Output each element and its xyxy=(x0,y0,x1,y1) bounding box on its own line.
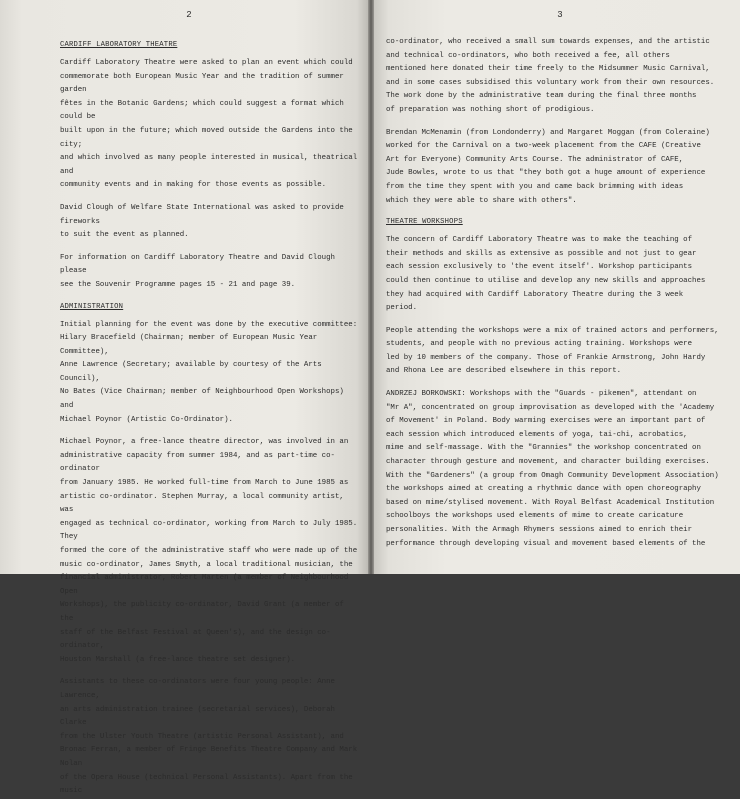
paragraph: co-ordinator, who received a small sum towards expenses, and the artistic and technical co-ordinators, who both received a fee, all others mentioned here donated their time freely to the Midsummer Music Carnival, and in some cases subsidised this voluntary work from their own resources. The work done by the administrative team during the final three months of preparation was nothing short of prodigious. xyxy=(386,38,715,114)
page-number: 3 xyxy=(557,10,563,20)
paragraph: The concern of Cardiff Laboratory Theatre was to make the teaching of their methods and skills as extensive as possible and not just to gear each session exclusively to 'the event itself'. Workshop participants could then continue to utilise and develop any new skills and approaches they had acquired with Cardiff Laboratory Theatre during the 3 week period. xyxy=(386,236,706,313)
paragraph: Cardiff Laboratory Theatre were asked to plan an event which could commemorate both European Music Year and the tradition of summer garden fêtes in the Botanic Gardens; which could suggest a format which could be built upon in the future; which moved outside the Gardens into the city; and which involved as many people interested in musical, theatrical and community events and in making for those events as possible. xyxy=(60,59,358,190)
right-page xyxy=(374,0,740,574)
paragraph: David Clough of Welfare State International was asked to provide fireworks to suit the event as planned. xyxy=(60,203,344,240)
section-heading: CARDIFF LABORATORY THEATRE xyxy=(60,41,178,49)
paragraph: Brendan McMenamin (from Londonderry) and Margaret Moggan (from Coleraine) worked for the Carnival on a two-week placement from the CAFE (Creative Art for Everyone) Community Arts Course. The administrator of CAFE, Jude Bowles, wrote to us that "they both got a huge amount of experience from the time they spent with you and came back brimming with ideas which they were able to share with others". xyxy=(386,128,710,205)
section-heading: ADMINISTRATION xyxy=(60,302,124,311)
paragraph: Initial planning for the event was done by the executive committee: Hilary Bracefield (Chairman; member of European Music Year Committee), Anne Lawrence (Secretary; available by courtesy of the Arts Council), No Bates (Vice Chairman; member of Neighbourhood Open Workshops) and Michael Poynor (Artistic Co-Ordinator). xyxy=(60,320,358,424)
left-page xyxy=(0,0,368,796)
paragraph: Michael Poynor, a free-lance theatre director, was involved in an administrative capacity from summer 1984, and as part-time co-ordinator from January 1985. He worked full-time from March to June 1985 as artistic co-ordinator. Stephen Murray, a local community artist, was engaged as technical co-ordinator, working from March to July 1985. They formed the core of the administrative staff who were made up of the music co-ordinator, James Smyth, a local traditional musician, the financial administrator, Robert Marten (a member of Neighbourhood Open Workshops), the publicity co-ordinator, David Grant (a member of the staff of the Belfast Festival at Queen's), and the design co-ordinator, Houston Marshall (a free-lance theatre set designer). xyxy=(60,438,358,664)
page-number: 2 xyxy=(186,10,192,20)
paragraph: ANDRZEJ BORKOWSKI: Workshops with the "Guards - pikemen", attendant on "Mr A", concentrated on group improvisation as developed with the 'Academy of Movement' in Poland. Body warming exercises were an important part of each session which introduced elements of yoga, tai-chi, acrobatics, mime and self-massage. With the "Grannies" the workshop concentrated on character through gesture and movement, and character building exercises. With the "Gardeners" (a group from Omagh Community Development Association) the workshops aimed at creating a rhythmic dance with open choreography based on mime/stylised movement. With Royal Belfast Academical Institution schoolboys the workshops used elements of mime to create caricature personalities. With the Armagh Rhymers sessions aimed to enrich their performance through developing visual and movement based elements of the xyxy=(386,390,719,548)
paragraph: Assistants to these co-ordinators were four young people: Anne Lawrence, an arts administration trainee (secretarial services), Deborah Clarke from the Ulster Youth Theatre (artistic Personal Assistant), and Bronac Ferran, a member of Fringe Benefits Theatre Company and Mark Nolan of the Opera House (technical Personal Assistants). Apart from the music xyxy=(60,678,358,796)
paragraph: For information on Cardiff Laboratory Theatre and David Clough please see the Souvenir Programme pages 15 - 21 and page 39. xyxy=(60,253,335,289)
paragraph: People attending the workshops were a mix of trained actors and performers, students, and people with no previous acting training. Workshops were led by 10 members of the company. Those of Frankie Armstrong, John Hardy and Rhona Lee are described elsewhere in this report. xyxy=(386,326,719,376)
section-heading: THEATRE WORKSHOPS xyxy=(386,218,463,227)
